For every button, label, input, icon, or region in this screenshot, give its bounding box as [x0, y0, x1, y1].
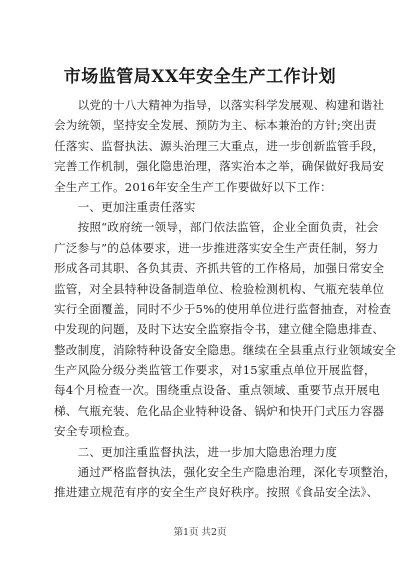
- body-line: 以党的十八大精神为指导，以落实科学发展观、构建和谐社: [54, 98, 385, 112]
- body-line: 按照“政府统一领导，部门依法监管，企业全面负责，社会: [54, 220, 379, 235]
- body-line: 整改制度，消除特种设备安全隐患。继续在全县重点行业领域安全: [54, 342, 397, 357]
- body-line: 形成各司其职、各负其责、齐抓共管的工作格局，加强日常安全: [54, 261, 385, 276]
- body-line: 通过严格监督执法，强化安全生产隐患治理，深化专项整治，: [54, 465, 397, 480]
- body-line: 完善工作机制，强化隐患治理，落实治本之举，确保做好我局安: [54, 159, 385, 174]
- body-line: 广泛参与”的总体要求，进一步推进落实安全生产责任制，努力: [54, 240, 379, 255]
- document-body: [54, 95, 397, 503]
- body-line: 一、更加注重责任落实: [54, 199, 196, 214]
- body-line: 梯、气瓶充装、危化品企业特种设备、锅炉和快开门式压力容器: [54, 403, 385, 418]
- page-footer: 第1页 共2页: [173, 527, 227, 538]
- document-title: 市场监管局XX年安全生产工作计划: [63, 67, 337, 87]
- body-line: 监管，对全县特种设备制造单位、检验检测机构、气瓶充装单位: [54, 281, 385, 296]
- body-line: 任落实、监督执法、源头治理三大重点，进一步创新监管手段，: [54, 138, 385, 153]
- body-line: 全生产工作。2016年安全生产工作要做好以下工作：: [54, 179, 332, 194]
- body-line: 会为统领，坚持安全发展、预防为主、标本兼治的方针;突出责: [54, 118, 377, 133]
- body-line: 每4个月检查一次。围绕重点设备、重点领域、重要节点开展电: [54, 383, 381, 398]
- body-line: 安全专项检查。: [54, 424, 137, 439]
- body-line: 二、更加注重监督执法，进一步加大隐患治理力度: [54, 444, 338, 459]
- body-line: 中发现的问题，及时下达安全监察指令书，建立健全隐患排查、: [54, 322, 385, 337]
- body-line: 生产风险分级分类监管工作要求，对15家重点单位开展监督，: [54, 363, 376, 378]
- body-line: 实行全面覆盖，同时不少于5%的使用单位进行监督抽查，对检查: [54, 301, 392, 316]
- body-line: 推进建立规范有序的安全生产良好秩序。按照《食品安全法》、: [54, 485, 379, 500]
